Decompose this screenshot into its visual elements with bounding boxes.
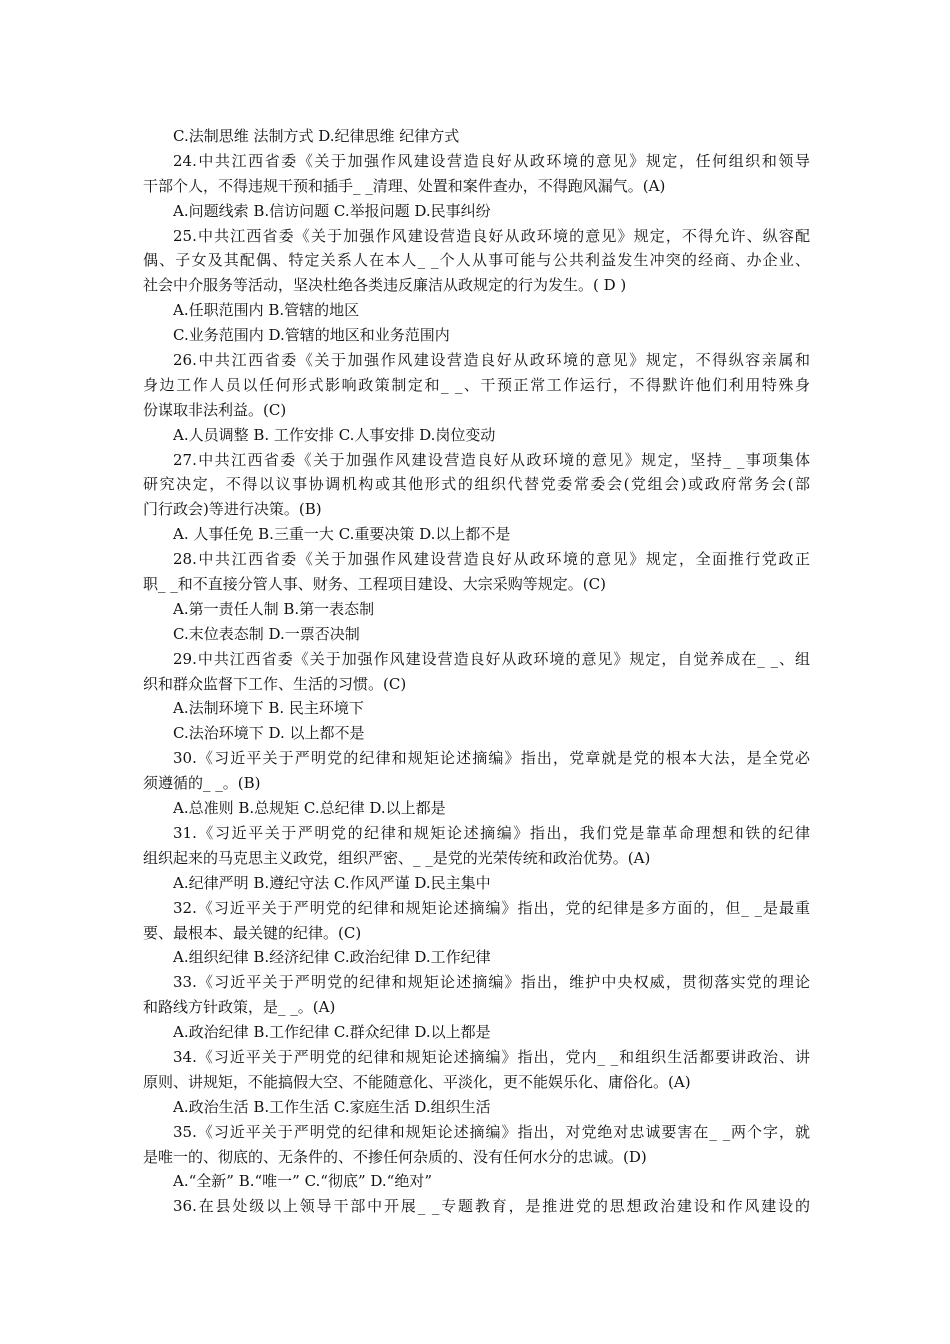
text-line: A.纪律严明 B.遵纪守法 C.作风严谨 D.民主集中 [173,873,491,892]
text-line: 研究决定，不得以议事协调机构或其他形式的组织代替党委常委会(党组会)或政府常务会(部 [143,475,810,494]
text-line: 27.中共江西省委《关于加强作风建设营造良好从政环境的意见》规定，坚持_ _事项集体 [173,450,810,469]
text-line: 社会中介服务等活动，坚决杜绝各类违反廉洁从政规定的行为发生。( D ) [143,276,627,295]
text-line: 门行政会)等进行决策。(B) [143,500,322,519]
text-line: 28.中共江西省委《关于加强作风建设营造良好从政环境的意见》规定，全面推行党政正 [173,550,810,569]
text-line: A.组织纪律 B.经济纪律 C.政治纪律 D.工作纪律 [173,948,491,967]
text-line: 和路线方针政策，是_ _。(A) [143,998,336,1017]
text-line: 31.《习近平关于严明党的纪律和规矩论述摘编》指出，我们党是靠革命理想和铁的纪律 [173,823,810,842]
text-line: A.政治纪律 B.工作纪律 C.群众纪律 D.以上都是 [173,1023,491,1042]
text-line: 偶、子女及其配偶、特定关系人在本人_ _个人从事可能与公共利益发生冲突的经商、办企业、 [143,251,810,270]
text-line: 35.《习近平关于严明党的纪律和规矩论述摘编》指出，对党绝对忠诚要害在_ _两个字，就 [173,1122,810,1141]
text-line: C.业务范围内 D.管辖的地区和业务范围内 [173,326,450,345]
text-line: 25.中共江西省委《关于加强作风建设营造良好从政环境的意见》规定，不得允许、纵容配 [173,226,810,245]
text-line: 身边工作人员以任何形式影响政策制定和_ _、干预正常工作运行，不得默许他们利用特殊身 [143,375,810,394]
text-line: A.法制环境下 B. 民主环境下 [173,699,364,718]
text-line: 原则、讲规矩，不能搞假大空、不能随意化、平淡化，更不能娱乐化、庸俗化。(A) [143,1072,691,1091]
text-line: C.法治环境下 D. 以上都不是 [173,724,365,743]
text-line: 是唯一的、彻底的、无条件的、不掺任何杂质的、没有任何水分的忠诚。(D) [143,1147,647,1166]
text-line: 29.中共江西省委《关于加强作风建设营造良好从政环境的意见》规定，自觉养成在_ _、组 [173,649,810,668]
text-line: C.法制思维 法制方式 D.纪律思维 纪律方式 [173,127,460,145]
text-line: A.总准则 B.总规矩 C.总纪律 D.以上都是 [173,799,446,818]
text-line: A.“全新” B.“唯一” C.“彻底” D.“绝对” [173,1172,433,1191]
text-line: 组织起来的马克思主义政党，组织严密、_ _是党的光荣传统和政治优势。(A) [143,848,651,867]
text-line: 32.《习近平关于严明党的纪律和规矩论述摘编》指出，党的纪律是多方面的，但_ _是最重 [173,898,810,917]
text-line: 织和群众监督下工作、生活的习惯。(C) [143,674,407,693]
text-line: A. 人事任免 B.三重一大 C.重要决策 D.以上都不是 [173,525,511,544]
text-line: A.第一责任人制 B.第一表态制 [173,599,375,618]
text-line: 要、最根本、最关键的纪律。(C) [143,923,362,942]
text-line: 36.在县处级以上领导干部中开展_ _专题教育，是推进党的思想政治建设和作风建设的 [173,1197,810,1216]
document-page [143,124,810,1219]
text-line: A.人员调整 B. 工作安排 C.人事安排 D.岗位变动 [173,425,496,444]
text-line: 33.《习近平关于严明党的纪律和规矩论述摘编》指出，维护中央权威，贯彻落实党的理论 [173,973,810,992]
text-line: 26.中共江西省委《关于加强作风建设营造良好从政环境的意见》规定，不得纵容亲属和 [173,351,810,370]
text-line: A.政治生活 B.工作生活 C.家庭生活 D.组织生活 [173,1097,491,1116]
text-line: 干部个人，不得违规干预和插手_ _清理、处置和案件查办，不得跑风漏气。(A) [143,176,666,195]
text-line: 须遵循的_ _。(B) [143,774,261,793]
text-line: 职_ _和不直接分管人事、财务、工程项目建设、大宗采购等规定。(C) [143,575,606,594]
text-line: 份谋取非法利益。(C) [143,400,287,419]
text-line: 24.中共江西省委《关于加强作风建设营造良好从政环境的意见》规定，任何组织和领导 [173,151,810,170]
text-line: 30.《习近平关于严明党的纪律和规矩论述摘编》指出，党章就是党的根本大法，是全党必 [173,749,810,768]
text-line: 34.《习近平关于严明党的纪律和规矩论述摘编》指出，党内_ _和组织生活都要讲政治、讲 [173,1047,810,1066]
text-line: C.末位表态制 D.一票否决制 [173,624,360,643]
text-line: A.问题线索 B.信访问题 C.举报问题 D.民事纠纷 [173,201,491,220]
text-line: A.任职范围内 B.管辖的地区 [173,301,360,320]
